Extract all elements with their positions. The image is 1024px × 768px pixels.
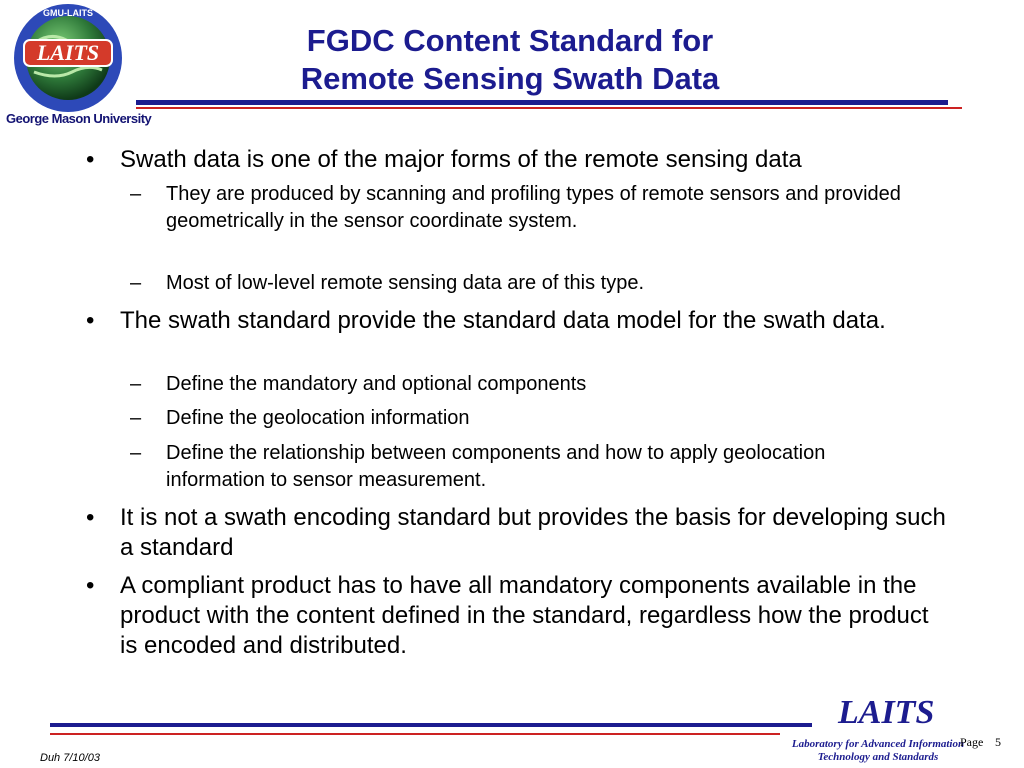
- sub-bullet-mark: –: [130, 442, 142, 464]
- logo-ring-text: GMU-LAITS: [43, 8, 93, 18]
- footer-lab-name: [778, 738, 978, 764]
- sub-bullet-1-2: [130, 270, 926, 297]
- bullet-mark: •: [86, 504, 95, 531]
- sub-bullet-text: Define the geolocation information: [166, 407, 470, 429]
- bullet-mark: •: [86, 307, 95, 334]
- sub-bullet-text: They are produced by scanning and profiling types of remote sensors and provided geometrically in the sensor coordinate system.: [166, 183, 901, 232]
- sub-bullet-mark: –: [130, 407, 142, 429]
- sub-bullet-text: Define the relationship between components and how to apply geolocation information to sensor measurement.: [166, 442, 826, 491]
- bullet-text: It is not a swath encoding standard but provides the basis for developing such a standard: [120, 504, 946, 561]
- bullet-text: The swath standard provide the standard data model for the swath data.: [120, 307, 886, 334]
- bullet-text: Swath data is one of the major forms of the remote sensing data: [120, 146, 802, 173]
- logo-badge-text: LAITS: [36, 40, 100, 65]
- sub-bullet-mark: –: [130, 183, 142, 205]
- slide-title: [200, 22, 820, 98]
- sub-bullet-mark: –: [130, 373, 142, 395]
- footer-lab-line-2: Technology and Standards: [817, 751, 939, 763]
- sub-bullet-1-1: [130, 181, 926, 235]
- sub-bullet-text: Define the mandatory and optional components: [166, 373, 587, 395]
- bullet-2: [86, 306, 950, 336]
- bullet-1: [86, 145, 950, 175]
- bullet-4: [86, 571, 950, 661]
- sub-bullet-2-3: [130, 440, 926, 494]
- page-label: Page: [960, 735, 984, 749]
- bullet-mark: •: [86, 146, 95, 173]
- footer-author-date: Duh 7/10/03: [40, 752, 100, 764]
- title-line-1: FGDC Content Standard for: [306, 23, 714, 58]
- footer-brand: LAITS: [838, 694, 935, 731]
- bullet-text: A compliant product has to have all mandatory components available in the product with the content defined in the standard, regardless how the product is encoded and distributed.: [120, 572, 929, 659]
- sub-bullet-text: Most of low-level remote sensing data are of this type.: [166, 272, 645, 294]
- logo-caption: George Mason University: [6, 111, 152, 126]
- header-rule-red: [136, 107, 962, 109]
- bullet-3: [86, 503, 950, 563]
- bullet-mark: •: [86, 572, 95, 599]
- title-line-2: Remote Sensing Swath Data: [300, 61, 720, 96]
- header-rule-blue: [136, 100, 948, 105]
- sub-bullet-2-1: [130, 371, 926, 398]
- footer-lab-line-1: Laboratory for Advanced Information: [791, 738, 965, 750]
- sub-bullet-mark: –: [130, 272, 142, 294]
- sub-bullet-2-2: [130, 405, 926, 432]
- footer-rule-blue: [50, 723, 812, 727]
- page-number: 5: [995, 735, 1001, 749]
- footer-rule-red: [50, 733, 780, 735]
- globe-logo-icon: [6, 2, 134, 114]
- laits-logo: [6, 2, 152, 130]
